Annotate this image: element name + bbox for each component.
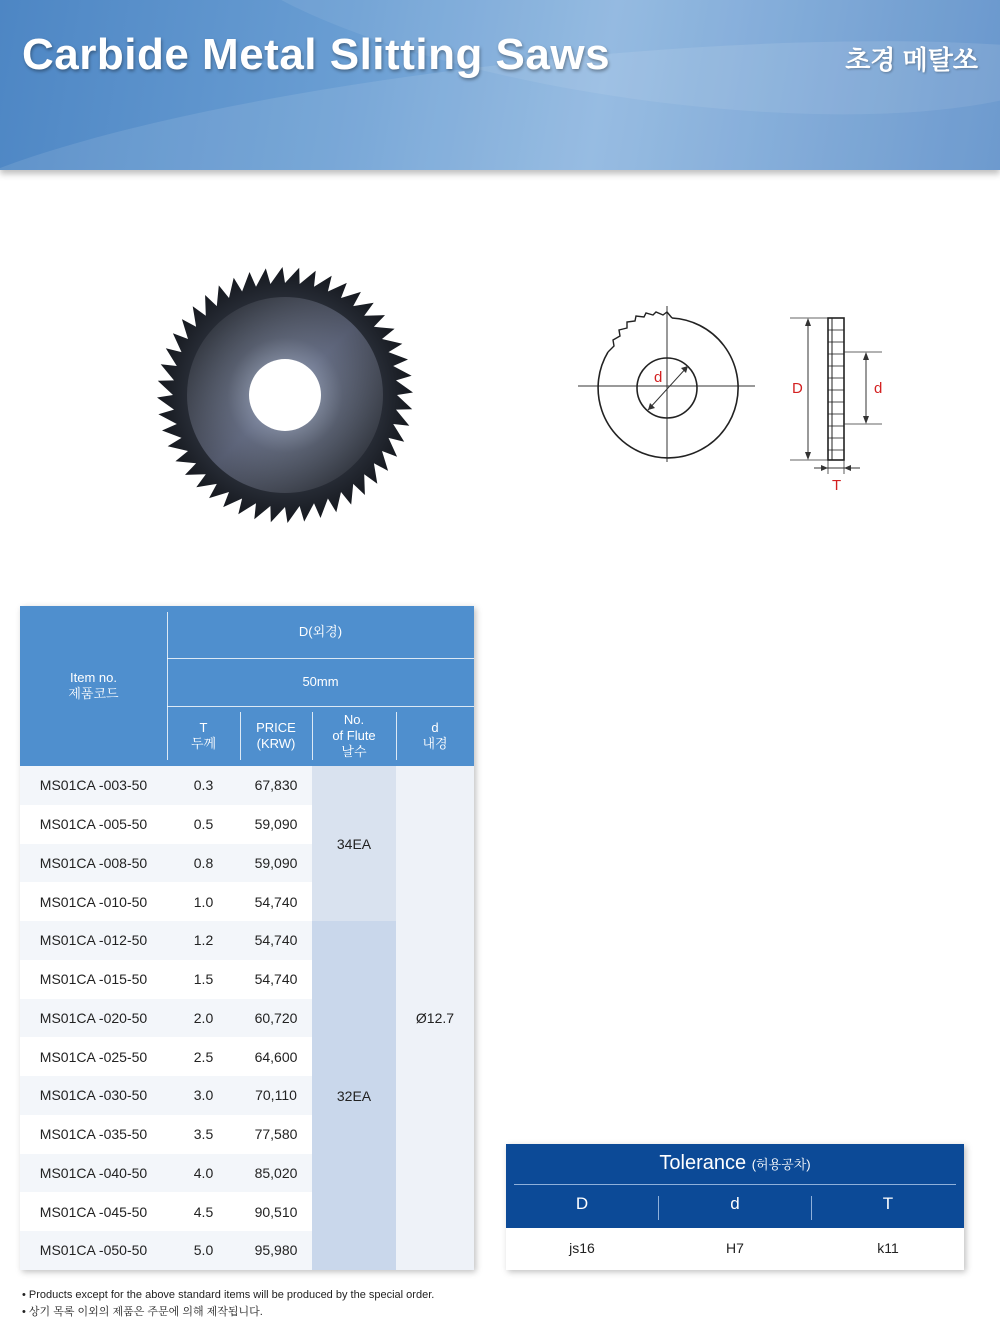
item-code-cell: MS01CA -040-50: [39, 1164, 148, 1181]
tolerance-col-T: T: [882, 1194, 894, 1213]
tolerance-value-d: H7: [726, 1240, 744, 1256]
price-cell: 77,580: [254, 1126, 298, 1143]
bore-value: Ø12.7: [415, 1010, 455, 1026]
size-header-text: 50mm: [302, 674, 339, 689]
label-outer-diameter: D: [792, 380, 803, 397]
header-divider: [240, 712, 241, 760]
bore-header: [396, 706, 474, 766]
footnotes: [22, 1287, 434, 1321]
price-cell: 54,740: [254, 893, 298, 910]
price-cell: 59,090: [254, 816, 298, 833]
item-header: [20, 606, 167, 766]
size-header: [167, 658, 474, 706]
price-cell: 54,740: [254, 932, 298, 949]
thickness-cell: 4.5: [193, 1203, 214, 1220]
flute-header-line2: of Flute: [332, 728, 376, 743]
page-subtitle-korean: 초경 메탈쏘: [845, 45, 978, 75]
header-divider: [167, 658, 474, 659]
thickness-cell: 3.0: [193, 1087, 214, 1104]
item-code-cell: MS01CA -025-50: [39, 1048, 148, 1065]
flute-group-32-text: 32EA: [336, 1087, 372, 1104]
thickness-cell: 3.5: [193, 1126, 214, 1143]
item-code-cell: MS01CA -008-50: [39, 854, 148, 871]
label-bore-diameter: d: [654, 369, 663, 386]
thickness-cell: 0.3: [193, 777, 214, 794]
flute-group-32: [312, 921, 396, 1270]
price-header-unit: (KRW): [256, 736, 296, 751]
tolerance-col-D: D: [575, 1194, 589, 1213]
item-code-cell: MS01CA -012-50: [39, 932, 148, 949]
tolerance-header: [506, 1144, 964, 1228]
tolerance-title: [506, 1152, 964, 1175]
outer-diameter-header: [167, 606, 474, 658]
flute-group-34: [312, 766, 396, 921]
header-divider: [312, 712, 313, 760]
thickness-cell: 4.0: [193, 1164, 214, 1181]
thickness-header: [167, 706, 240, 766]
flute-group-34-text: 34EA: [336, 835, 372, 852]
thickness-cell: 0.8: [193, 854, 214, 871]
header-divider: [396, 712, 397, 760]
price-cell: 85,020: [254, 1164, 298, 1181]
thickness-cell: 2.0: [193, 1009, 214, 1026]
item-code-cell: MS01CA -015-50: [39, 971, 148, 988]
thickness-cell: 2.5: [193, 1048, 214, 1065]
tolerance-divider: [514, 1184, 956, 1185]
bore-header-ko: 내경: [422, 736, 448, 751]
saw-blade-photo: [155, 265, 415, 525]
item-code-cell: MS01CA -045-50: [39, 1203, 148, 1220]
item-code-cell: MS01CA -020-50: [39, 1009, 148, 1026]
header-banner: [0, 0, 1000, 170]
tolerance-table: [506, 1144, 964, 1270]
item-code-cell: MS01CA -003-50: [39, 777, 148, 794]
front-view-teeth: [608, 312, 672, 352]
item-header-ko: 제품코드: [68, 686, 119, 701]
item-code-cell: MS01CA -035-50: [39, 1126, 148, 1143]
tolerance-value-T: k11: [877, 1240, 899, 1256]
product-table: [20, 606, 474, 1270]
dimension-diagram: [570, 300, 890, 500]
bore-value-cell: [396, 766, 474, 1270]
thickness-cell: 1.0: [193, 893, 214, 910]
footnote-en: • Products except for the above standard items will be produced by the special order.: [22, 1289, 435, 1301]
tolerance-title-en: Tolerance: [659, 1152, 747, 1174]
price-cell: 60,720: [254, 1009, 298, 1026]
thickness-header-ko: 두께: [190, 736, 217, 751]
thickness-cell: 1.5: [193, 971, 214, 988]
item-header-en: Item no.: [70, 670, 117, 685]
outer-diameter-header-text: D(외경): [298, 624, 343, 639]
bore-header-en: d: [431, 720, 439, 735]
price-cell: 67,830: [254, 777, 298, 794]
price-cell: 90,510: [254, 1203, 298, 1220]
label-thickness: T: [832, 477, 842, 494]
thickness-cell: 1.2: [193, 932, 214, 949]
footnote-ko: • 상기 목록 이외의 제품은 주문에 의해 제작됩니다.: [22, 1306, 263, 1318]
price-cell: 70,110: [255, 1087, 297, 1104]
price-header: [240, 706, 312, 766]
thickness-cell: 0.5: [193, 816, 214, 833]
flute-header-line1: No.: [343, 712, 365, 727]
thickness-header-en: T: [199, 720, 208, 735]
saw-bore: [249, 359, 321, 431]
tolerance-value-D: js16: [569, 1240, 595, 1256]
item-code-cell: MS01CA -010-50: [39, 893, 148, 910]
item-code-cell: MS01CA -005-50: [39, 816, 148, 833]
item-code-cell: MS01CA -030-50: [39, 1087, 148, 1104]
tolerance-col-d: d: [730, 1194, 740, 1213]
price-cell: 64,600: [254, 1048, 298, 1065]
page-title: Carbide Metal Slitting Saws: [22, 30, 611, 79]
flute-header-ko: 날수: [341, 744, 367, 759]
header-divider: [167, 612, 168, 760]
price-header-en: PRICE: [256, 720, 296, 735]
price-cell: 95,980: [254, 1242, 298, 1259]
label-inner-diameter: d: [874, 380, 883, 397]
price-cell: 59,090: [254, 854, 298, 871]
item-code-cell: MS01CA -050-50: [39, 1242, 148, 1259]
tolerance-title-ko: (허용공차): [751, 1157, 811, 1172]
header-divider: [167, 706, 474, 707]
price-cell: 54,740: [254, 971, 298, 988]
flute-header: [312, 706, 396, 766]
thickness-cell: 5.0: [193, 1242, 214, 1259]
